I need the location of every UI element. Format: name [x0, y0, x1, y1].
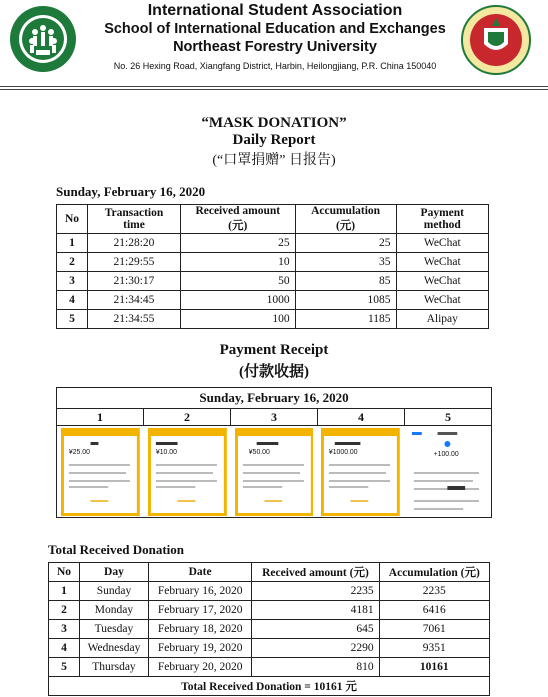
row-accumulation: 1185	[295, 310, 396, 329]
row-no: 1	[49, 582, 80, 601]
row-accumulation: 85	[295, 272, 396, 291]
association-logo-icon	[8, 4, 78, 74]
table-row	[49, 582, 490, 601]
receipt-screenshot-wechat	[148, 428, 227, 516]
receipt-title-cn: (付款收据)	[239, 364, 309, 380]
row-day: Thursday	[80, 658, 149, 677]
row-amount: 810	[252, 658, 379, 677]
row-amount: 1000	[180, 291, 295, 310]
row-amount: 2290	[252, 639, 379, 658]
row-no: 3	[49, 620, 80, 639]
wechat-receipt-image	[148, 428, 227, 516]
receipt-title: Payment Receipt	[219, 342, 329, 358]
row-accumulation: 1085	[295, 291, 396, 310]
receipt-col-number: 1	[57, 409, 144, 425]
receipt-screenshot-wechat	[61, 428, 140, 516]
org-name: International Student Association	[147, 2, 403, 19]
receipt-screenshot-alipay	[408, 428, 487, 516]
table-row	[57, 310, 489, 329]
total-donation-sum: Total Received Donation = 10161 元	[49, 677, 490, 696]
row-amount: 645	[252, 620, 379, 639]
row-method: WeChat	[396, 253, 488, 272]
receipt-panel	[56, 387, 492, 518]
table-row	[57, 234, 489, 253]
row-day: Tuesday	[80, 620, 149, 639]
wechat-receipt-image	[61, 428, 140, 516]
daily-date: Sunday, February 16, 2020	[56, 184, 206, 199]
row-no: 5	[57, 310, 88, 329]
row-time: 21:30:17	[88, 272, 181, 291]
row-accumulation: 35	[295, 253, 396, 272]
row-amount: 10	[180, 253, 295, 272]
total-section-title: Total Received Donation	[48, 542, 185, 557]
table-row	[57, 291, 489, 310]
university-name: Northeast Forestry University	[173, 39, 377, 55]
report-subtitle-cn: (“口罩捐赠” 日报告)	[212, 153, 336, 168]
receipt-amount: ¥10.00	[155, 448, 177, 457]
col-no: No	[57, 205, 88, 234]
row-time: 21:29:55	[88, 253, 181, 272]
col-date: Date	[148, 563, 251, 582]
alipay-receipt-image	[408, 428, 487, 516]
row-no: 2	[49, 601, 80, 620]
row-date: February 17, 2020	[148, 601, 251, 620]
header-divider	[0, 89, 548, 90]
report-subtitle: Daily Report	[232, 132, 316, 148]
row-no: 1	[57, 234, 88, 253]
table-row	[57, 253, 489, 272]
row-date: February 18, 2020	[148, 620, 251, 639]
wechat-receipt-image	[321, 428, 400, 516]
receipt-col-number: 2	[144, 409, 231, 425]
col-accumulation: Accumulation (元)	[295, 205, 396, 234]
row-no: 3	[57, 272, 88, 291]
receipt-screenshot-wechat	[235, 428, 314, 516]
receipt-amount: ¥50.00	[248, 448, 270, 457]
col-amount: Received amount (元)	[252, 563, 379, 582]
row-no: 5	[49, 658, 80, 677]
col-day: Day	[80, 563, 149, 582]
receipt-column-numbers	[57, 409, 491, 426]
row-amount: 100	[180, 310, 295, 329]
row-no: 4	[57, 291, 88, 310]
row-accumulation: 25	[295, 234, 396, 253]
row-method: Alipay	[396, 310, 488, 329]
receipt-screenshots	[57, 426, 491, 518]
receipt-amount: ¥1000.00	[329, 448, 358, 457]
col-accumulation: Accumulation (元)	[379, 563, 489, 582]
row-accumulation: 7061	[379, 620, 489, 639]
table-header-row	[49, 563, 490, 582]
row-date: February 20, 2020	[148, 658, 251, 677]
receipt-amount: +100.00	[433, 450, 459, 459]
receipt-date: Sunday, February 16, 2020	[57, 388, 491, 409]
table-row	[49, 658, 490, 677]
row-accumulation: 2235	[379, 582, 489, 601]
row-day: Sunday	[80, 582, 149, 601]
header-divider	[0, 86, 548, 87]
row-amount: 4181	[252, 601, 379, 620]
row-accumulation: 10161	[379, 658, 489, 677]
letterhead	[0, 0, 548, 86]
receipt-amount: ¥25.00	[68, 448, 90, 457]
receipt-col-number: 5	[445, 410, 451, 424]
table-row	[49, 639, 490, 658]
table-header-row	[57, 205, 489, 234]
address: No. 26 Hexing Road, Xiangfang District, Harbin, Heilongjiang, P.R. China 150040	[113, 61, 437, 71]
row-accumulation: 6416	[379, 601, 489, 620]
school-name: School of International Education and Exchanges	[104, 21, 446, 37]
row-no: 2	[57, 253, 88, 272]
receipt-col-number: 3	[231, 409, 318, 425]
col-method: Payment method	[396, 205, 488, 234]
table-footer-row	[49, 677, 490, 696]
row-method: WeChat	[396, 234, 488, 253]
col-time: Transaction time	[88, 205, 181, 234]
row-date: February 19, 2020	[148, 639, 251, 658]
wechat-receipt-image	[235, 428, 314, 516]
row-date: February 16, 2020	[148, 582, 251, 601]
row-method: WeChat	[396, 291, 488, 310]
row-amount: 2235	[252, 582, 379, 601]
table-row	[49, 620, 490, 639]
row-day: Monday	[80, 601, 149, 620]
row-amount: 50	[180, 272, 295, 291]
table-row	[49, 601, 490, 620]
report-title: “MASK DONATION”	[201, 115, 347, 131]
col-amount: Received amount (元)	[180, 205, 295, 234]
university-crest-icon	[460, 4, 532, 76]
row-time: 21:34:55	[88, 310, 181, 329]
col-no: No	[49, 563, 80, 582]
daily-transactions-table	[56, 204, 489, 329]
table-row	[57, 272, 489, 291]
receipt-col-number: 4	[318, 409, 405, 425]
row-method: WeChat	[396, 272, 488, 291]
row-no: 4	[49, 639, 80, 658]
receipt-screenshot-wechat	[321, 428, 400, 516]
total-donation-table	[48, 562, 490, 696]
row-time: 21:28:20	[88, 234, 181, 253]
row-amount: 25	[180, 234, 295, 253]
row-day: Wednesday	[80, 639, 149, 658]
row-time: 21:34:45	[88, 291, 181, 310]
row-accumulation: 9351	[379, 639, 489, 658]
